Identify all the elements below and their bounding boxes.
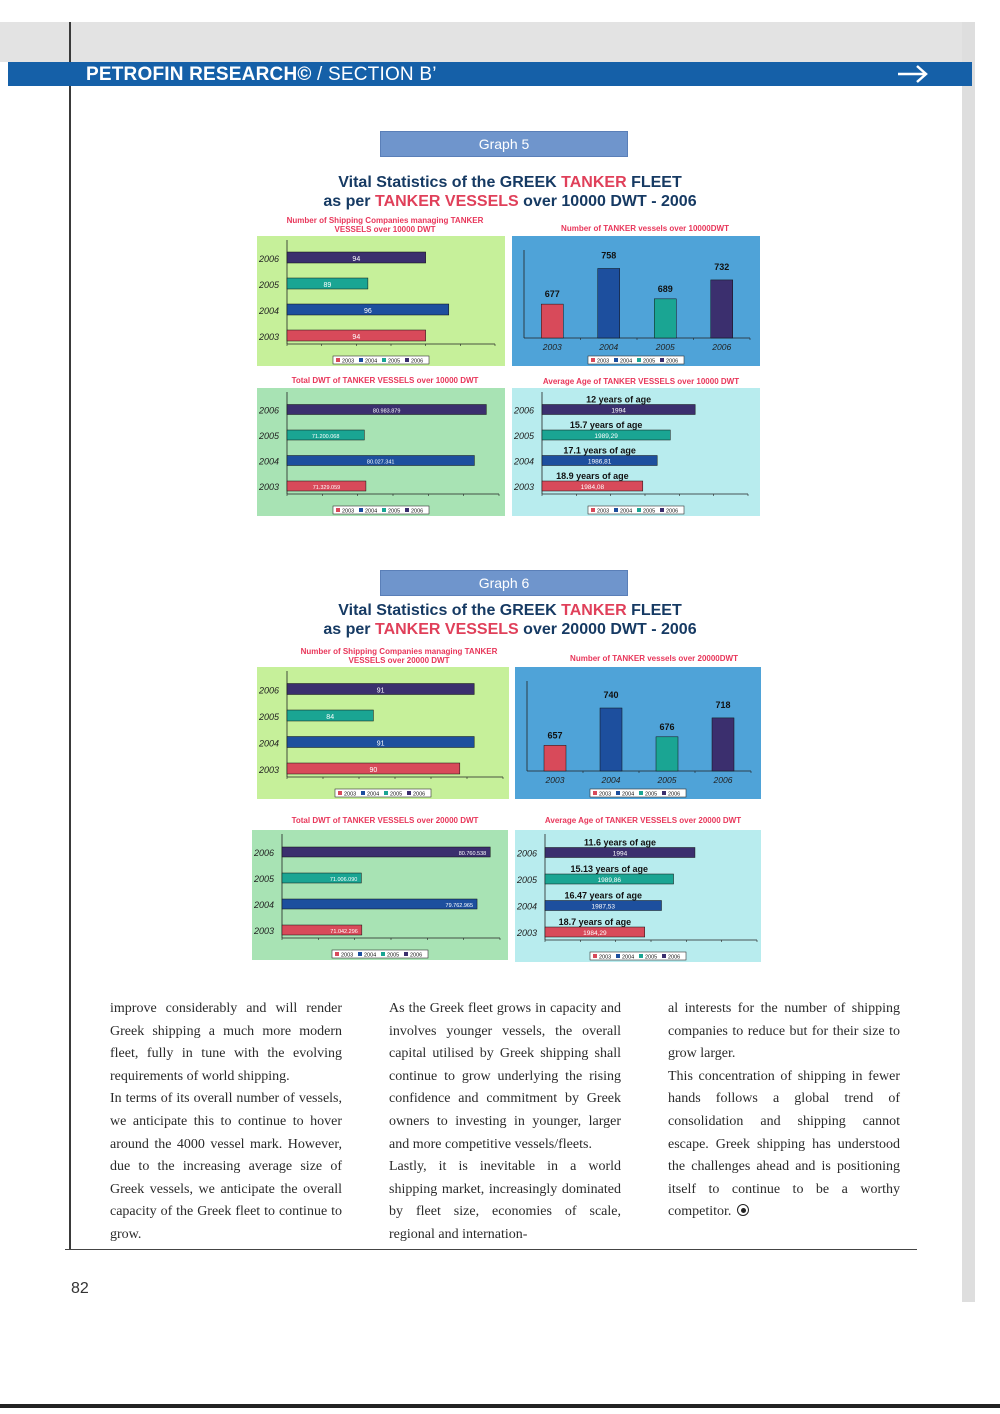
legend-label: 2005 xyxy=(643,358,656,365)
paragraph: al interests for the number of shipping companies to reduce but for their size to grow larger. xyxy=(668,1001,900,1062)
data-label: 89 xyxy=(323,282,332,289)
g6-vessels-title: Number of TANKER vessels over 20000DWT xyxy=(570,654,738,663)
category-label: 2004 xyxy=(259,456,280,467)
category-label: 2003 xyxy=(259,332,280,342)
banner-title xyxy=(86,63,437,87)
end-of-article-icon xyxy=(737,1204,749,1216)
category-label: 2005 xyxy=(517,875,538,885)
legend-swatch xyxy=(382,508,386,512)
legend-label: 2005 xyxy=(387,952,400,959)
category-label: 2005 xyxy=(514,431,535,441)
g5-dwt-title: Total DWT of TANKER VESSELS over 10000 DWT xyxy=(291,376,479,385)
legend-label: 2006 xyxy=(668,791,681,798)
age-annotation: 18.9 years of age xyxy=(556,471,629,481)
age-annotation: 16.47 years of age xyxy=(564,890,643,901)
legend-label: 2006 xyxy=(410,952,423,959)
category-label: 2006 xyxy=(259,685,280,696)
legend-label: 2003 xyxy=(599,954,612,961)
legend-label: 2005 xyxy=(645,954,658,961)
g5-vessels-title: Number of TANKER vessels over 10000DWT xyxy=(561,224,729,233)
legend-swatch xyxy=(381,952,385,956)
category-label: 2003 xyxy=(259,765,280,775)
category-label: 2005 xyxy=(254,874,275,884)
category-label: 2005 xyxy=(657,775,677,785)
age-annotation: 15.13 years of age xyxy=(570,864,649,874)
data-label: 71.006.090 xyxy=(329,877,358,883)
graph6-title-part: Vital Statistics of the xyxy=(338,602,500,619)
graph5-label: Graph 5 xyxy=(380,131,628,157)
g6-companies-panel xyxy=(257,667,509,799)
bottom-rule xyxy=(65,1249,917,1250)
category-label: 2006 xyxy=(713,775,733,785)
data-label: 1984,08 xyxy=(580,484,605,491)
data-label: 740 xyxy=(603,690,619,700)
banner-separator: / xyxy=(311,64,328,85)
graph5-title-part: as per xyxy=(323,193,375,210)
age-annotation: 11.6 years of age xyxy=(583,837,657,848)
category-label: 2003 xyxy=(542,342,562,352)
data-bar xyxy=(654,299,676,338)
data-bar xyxy=(544,745,566,771)
graph5-title-part: GREEK xyxy=(499,174,562,191)
category-label: 2005 xyxy=(259,431,280,441)
legend-swatch xyxy=(593,791,597,795)
graph5-title-part: FLEET xyxy=(626,174,682,191)
data-label: 689 xyxy=(657,283,673,294)
category-label: 2006 xyxy=(514,405,535,416)
paragraph: As the Greek fleet grows in capacity and involves younger vessels, the overall capital utilised by Greek shipping shall continue to grow underlying the rising confidence and commitment by Greek owners to investing in younger, larger and more competitive vessels/fleets. xyxy=(389,1001,621,1152)
legend-swatch xyxy=(382,358,386,362)
g6-dwt-panel xyxy=(252,830,508,960)
g6-vessels-panel xyxy=(515,667,761,799)
graph5-title-part: over 10000 DWT - 2006 xyxy=(518,193,697,210)
data-label: 1989,86 xyxy=(597,877,622,884)
category-label: 2005 xyxy=(655,342,675,352)
data-label: 71.200.068 xyxy=(311,434,340,440)
legend-label: 2003 xyxy=(342,508,355,515)
legend-label: 2003 xyxy=(342,358,355,365)
legend-label: 2004 xyxy=(364,952,377,959)
legend-label: 2006 xyxy=(666,508,679,515)
category-label: 2006 xyxy=(259,405,280,416)
data-label: 657 xyxy=(547,730,563,741)
paragraph-text: This concentration of shipping in fewer hands follows a global trend of consolidation and shipping cannot escape. Greek shipping has understood the challenges ahead and is positioning itself to continue to be a worthy competitor. xyxy=(668,1068,900,1220)
data-label: 1994 xyxy=(612,850,628,858)
data-label: 676 xyxy=(659,721,675,732)
data-label: 79.762.965 xyxy=(445,903,474,909)
data-label: 1987,53 xyxy=(591,903,615,911)
legend-label: 2003 xyxy=(344,791,357,798)
legend-swatch xyxy=(662,791,666,795)
data-label: 90 xyxy=(369,767,378,774)
category-label: 2004 xyxy=(254,900,275,910)
legend-label: 2004 xyxy=(622,791,635,798)
legend-swatch xyxy=(616,791,620,795)
data-bar xyxy=(598,268,620,338)
category-label: 2004 xyxy=(599,342,619,352)
publication-name: PETROFIN RESEARCH© xyxy=(86,64,312,85)
legend-swatch xyxy=(405,508,409,512)
legend-label: 2004 xyxy=(620,358,633,365)
legend-swatch xyxy=(384,791,388,795)
age-annotation: 17.1 years of age xyxy=(563,445,636,456)
data-label: 94 xyxy=(352,256,361,263)
legend-swatch xyxy=(336,508,340,512)
category-label: 2005 xyxy=(259,712,280,722)
graph5-title-line2 xyxy=(230,192,790,211)
data-label: 80.760.538 xyxy=(458,851,487,857)
g5-companies-title: Number of Shipping Companies managing TANKER VESSELS over 10000 DWT xyxy=(286,216,484,234)
paragraph: improve considerably and will render Greek shipping a much more modern fleet, fully in tune with the evolving requirements of world shipping. xyxy=(110,1001,342,1084)
legend-swatch xyxy=(359,358,363,362)
graph5-title-highlight: TANKER xyxy=(561,174,627,191)
graph6-label: Graph 6 xyxy=(380,570,628,596)
data-label: 80.027.341 xyxy=(366,459,395,466)
data-label: 1984,29 xyxy=(583,930,607,937)
graph6-title-part: FLEET xyxy=(626,602,682,619)
page-number: 82 xyxy=(71,1280,89,1297)
legend-swatch xyxy=(359,508,363,512)
data-label: 91 xyxy=(376,687,385,695)
legend-label: 2004 xyxy=(620,508,633,515)
category-label: 2003 xyxy=(254,926,275,936)
data-bar xyxy=(712,718,734,771)
legend-label: 2003 xyxy=(597,358,610,365)
data-label: 1986,81 xyxy=(587,458,612,466)
legend-swatch xyxy=(616,954,620,958)
legend-label: 2004 xyxy=(622,954,635,961)
legend-swatch xyxy=(358,952,362,956)
right-gray-margin xyxy=(962,22,975,1302)
legend-label: 2006 xyxy=(411,358,424,365)
legend-swatch xyxy=(336,358,340,362)
g6-age-title: Average Age of TANKER VESSELS over 20000 DWT xyxy=(544,816,742,825)
graph6-title-line1 xyxy=(230,601,790,620)
data-bar xyxy=(711,280,733,338)
paragraph: Lastly, it is inevitable in a world shipping market, increasingly dominated by fleet size, economies of scale, regional and internation- xyxy=(389,1159,621,1242)
graph6-title-highlight: TANKER xyxy=(561,602,627,619)
category-label: 2004 xyxy=(601,775,621,785)
category-label: 2004 xyxy=(514,456,535,467)
data-label: 71.042.296 xyxy=(330,929,358,935)
legend-swatch xyxy=(639,954,643,958)
category-label: 2004 xyxy=(259,306,280,316)
category-label: 2004 xyxy=(259,738,280,749)
data-bar xyxy=(656,737,678,771)
footer-rule xyxy=(0,1404,1000,1408)
data-label: 718 xyxy=(715,699,731,710)
legend-label: 2006 xyxy=(411,508,424,515)
data-label: 1989,29 xyxy=(594,433,618,440)
legend-label: 2004 xyxy=(367,791,380,798)
legend-label: 2003 xyxy=(597,508,610,515)
body-column-1 xyxy=(110,998,342,1247)
top-gray-band xyxy=(0,22,975,62)
legend-swatch xyxy=(335,952,339,956)
data-label: 732 xyxy=(714,261,730,272)
legend-swatch xyxy=(660,358,664,362)
legend-swatch xyxy=(591,358,595,362)
legend-swatch xyxy=(660,508,664,512)
legend-swatch xyxy=(405,358,409,362)
body-column-3 xyxy=(668,998,900,1224)
arrow-right-icon xyxy=(896,63,930,85)
graph6-title-part: GREEK xyxy=(499,602,562,619)
data-bar xyxy=(541,304,563,338)
legend-swatch xyxy=(407,791,411,795)
section-name: SECTION B’ xyxy=(328,64,437,85)
age-annotation: 15.7 years of age xyxy=(569,420,643,430)
data-label: 91 xyxy=(376,740,385,748)
graph6-title-part: as per xyxy=(323,621,375,638)
data-label: 1994 xyxy=(611,407,626,415)
age-annotation: 18.7 years of age xyxy=(558,917,632,927)
legend-swatch xyxy=(593,954,597,958)
legend-swatch xyxy=(639,791,643,795)
graph6-title xyxy=(230,601,790,639)
graph5-title-part: Vital Statistics of the xyxy=(338,174,500,191)
legend-swatch xyxy=(614,358,618,362)
data-label: 71.329.059 xyxy=(312,485,341,491)
age-annotation: 12 years of age xyxy=(586,394,652,405)
legend-label: 2004 xyxy=(365,358,378,365)
graph6-title-highlight: TANKER VESSELS xyxy=(374,621,519,638)
category-label: 2006 xyxy=(517,848,538,859)
graph5-title-line1 xyxy=(230,173,790,192)
left-margin-rule xyxy=(69,22,71,1250)
category-label: 2006 xyxy=(259,254,280,264)
category-label: 2003 xyxy=(545,775,565,785)
g5-age-title: Average Age of TANKER VESSELS over 10000 DWT xyxy=(542,377,740,386)
g5-age-panel xyxy=(512,388,760,516)
legend-label: 2006 xyxy=(668,954,681,961)
category-label: 2004 xyxy=(517,901,538,912)
legend-swatch xyxy=(404,952,408,956)
body-column-2 xyxy=(389,998,621,1247)
legend-label: 2005 xyxy=(388,358,401,365)
data-label: 80.983.879 xyxy=(372,408,401,415)
paragraph: In terms of its overall number of vessels, we anticipate this to continue to hover around the 4000 vessel mark. However, due to the increasing average size of Greek vessels, we anticipate the overall capacity of the Greek fleet to continue to grow. xyxy=(110,1091,342,1242)
legend-swatch xyxy=(591,508,595,512)
legend-label: 2006 xyxy=(413,791,426,798)
g6-dwt-title: Total DWT of TANKER VESSELS over 20000 DWT xyxy=(291,816,479,825)
legend-label: 2005 xyxy=(643,508,656,515)
category-label: 2003 xyxy=(259,482,280,492)
legend-swatch xyxy=(361,791,365,795)
legend-label: 2003 xyxy=(599,791,612,798)
category-label: 2003 xyxy=(517,928,538,938)
legend-label: 2005 xyxy=(390,791,403,798)
data-label: 96 xyxy=(363,308,372,315)
legend-swatch xyxy=(338,791,342,795)
category-label: 2003 xyxy=(514,482,535,492)
g6-companies-title: Number of Shipping Companies managing TANKER VESSELS over 20000 DWT xyxy=(300,647,498,665)
data-bar xyxy=(600,708,622,771)
legend-swatch xyxy=(637,508,641,512)
legend-swatch xyxy=(662,954,666,958)
graph5-title-highlight: TANKER VESSELS xyxy=(374,193,519,210)
data-label: 84 xyxy=(326,714,335,721)
graph6-title-part: over 20000 DWT - 2006 xyxy=(518,621,697,638)
data-label: 94 xyxy=(352,334,361,341)
category-label: 2006 xyxy=(254,848,275,858)
g5-vessels-panel xyxy=(512,236,760,366)
legend-swatch xyxy=(614,508,618,512)
g5-dwt-panel xyxy=(257,388,505,516)
graph5-title xyxy=(230,173,790,211)
graph6-title-line2 xyxy=(230,620,790,639)
legend-swatch xyxy=(637,358,641,362)
category-label: 2005 xyxy=(259,280,280,290)
legend-label: 2005 xyxy=(388,508,401,515)
category-label: 2006 xyxy=(712,342,732,352)
legend-label: 2004 xyxy=(365,508,378,515)
legend-label: 2006 xyxy=(666,358,679,365)
paragraph xyxy=(668,1066,900,1224)
legend-label: 2005 xyxy=(645,791,658,798)
data-label: 677 xyxy=(544,289,560,300)
g6-age-panel xyxy=(515,830,761,962)
legend-label: 2003 xyxy=(341,952,354,959)
g5-companies-panel xyxy=(257,236,505,366)
data-label: 758 xyxy=(601,250,617,261)
